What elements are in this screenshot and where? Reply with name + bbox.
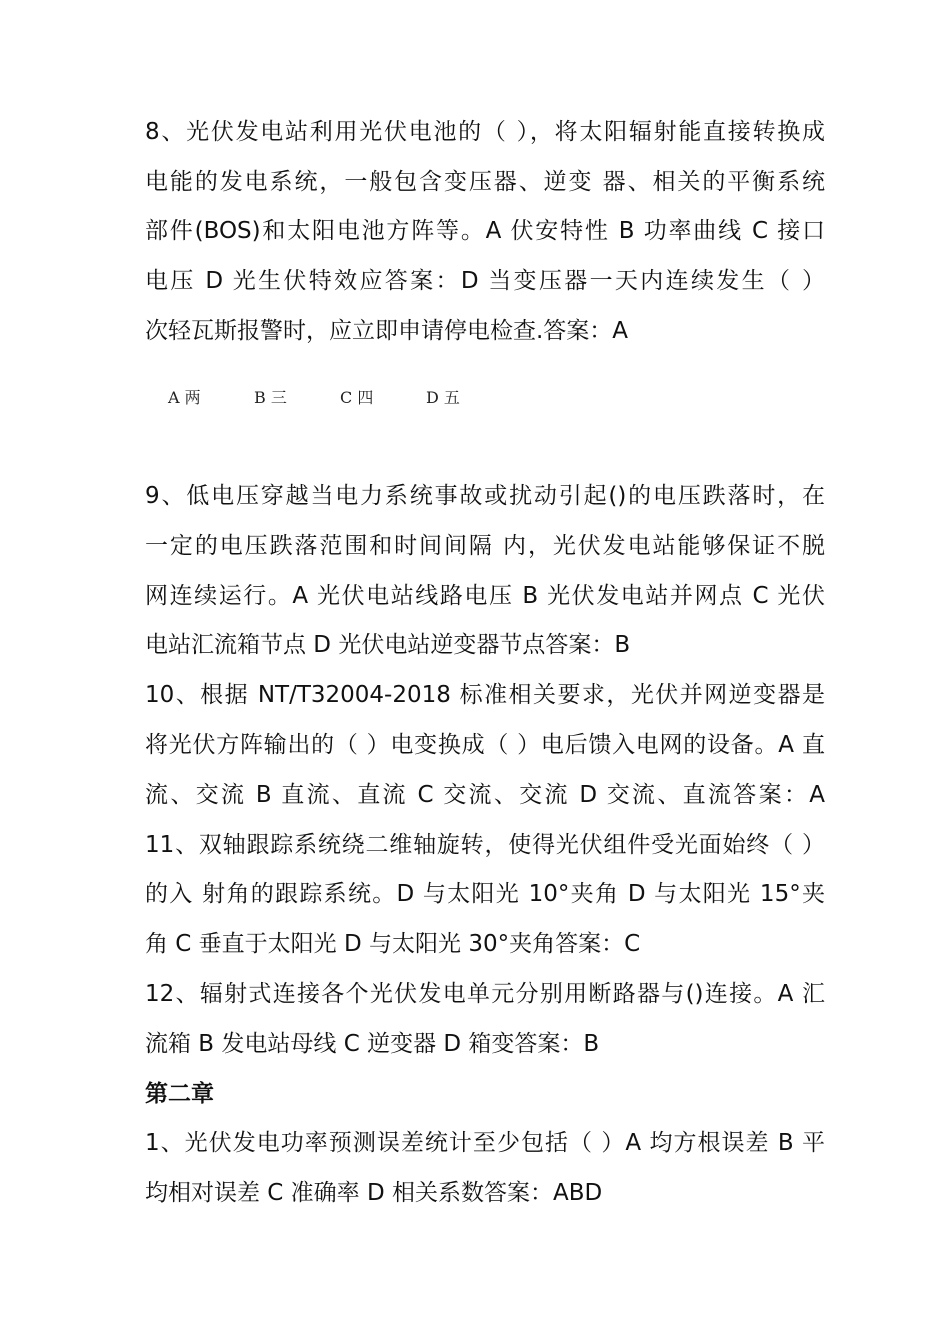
q8-line-2: 电能的发电系统，一般包含变压器、逆变 器、相关的平衡系统 bbox=[145, 169, 825, 195]
option-c: C 四 bbox=[340, 388, 374, 407]
q9-line-4: 电站汇流箱节点 D 光伏电站逆变器节点答案：B bbox=[145, 632, 631, 658]
q11-line-3: 角 C 垂直于太阳光 D 与太阳光 30°夹角答案：C bbox=[145, 931, 641, 957]
option-d: D 五 bbox=[426, 388, 460, 407]
chapter-heading: 第二章 bbox=[145, 1081, 214, 1107]
ch2-q1-line-1: 1、光伏发电功率预测误差统计至少包括（ ）A 均方根误差 B 平 bbox=[145, 1130, 825, 1156]
q9-line-1: 9、低电压穿越当电力系统事故或扰动引起()的电压跌落时，在 bbox=[145, 483, 825, 509]
q8-line-4: 电压 D 光生伏特效应答案：D 当变压器一天内连续发生（ ） bbox=[145, 268, 825, 294]
q8-line-3: 部件(BOS)和太阳电池方阵等。A 伏安特性 B 功率曲线 C 接口 bbox=[145, 218, 825, 244]
q11-line-1: 11、双轴跟踪系统绕二维轴旋转，使得光伏组件受光面始终（ ） bbox=[145, 832, 825, 858]
q8-line-5: 次轻瓦斯报警时，应立即申请停电检查.答案：A bbox=[145, 318, 629, 344]
q11-line-2: 的入 射角的跟踪系统。D 与太阳光 10°夹角 D 与太阳光 15°夹 bbox=[145, 881, 825, 907]
option-b: B 三 bbox=[254, 388, 287, 407]
ch2-q1-line-2: 均相对误差 C 准确率 D 相关系数答案：ABD bbox=[145, 1180, 603, 1206]
q9-line-2: 一定的电压跌落范围和时间间隔 内，光伏发电站能够保证不脱 bbox=[145, 533, 825, 559]
q10-line-2: 将光伏方阵输出的（ ）电变换成（ ）电后馈入电网的设备。A 直 bbox=[145, 732, 825, 758]
option-a: A 两 bbox=[168, 388, 201, 407]
q10-line-3: 流、交流 B 直流、直流 C 交流、交流 D 交流、直流答案：A bbox=[145, 782, 825, 808]
q12-line-2: 流箱 B 发电站母线 C 逆变器 D 箱变答案：B bbox=[145, 1031, 600, 1057]
q9-line-3: 网连续运行。A 光伏电站线路电压 B 光伏发电站并网点 C 光伏 bbox=[145, 583, 825, 609]
q10-line-1: 10、根据 NT/T32004-2018 标准相关要求，光伏并网逆变器是 bbox=[145, 682, 825, 708]
q12-line-1: 12、辐射式连接各个光伏发电单元分别用断路器与()连接。A 汇 bbox=[145, 981, 825, 1007]
q8-line-1: 8、光伏发电站利用光伏电池的（ ），将太阳辐射能直接转换成 bbox=[145, 119, 825, 145]
